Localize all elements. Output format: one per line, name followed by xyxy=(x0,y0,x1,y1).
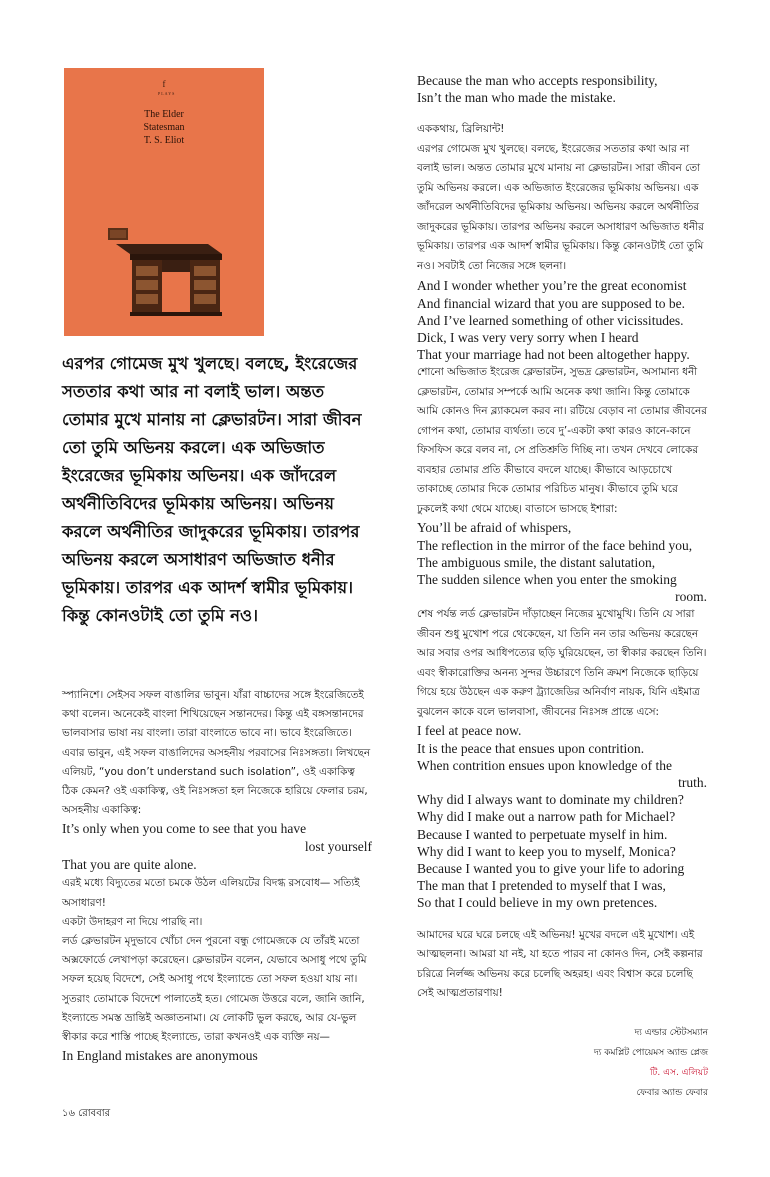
book-credits xyxy=(448,1023,708,1103)
poem-line: The sudden silence when you enter the smoking xyxy=(417,572,677,588)
left-column xyxy=(62,686,372,1065)
credit-collection: দ্য কমপ্লিট পোয়েমস অ্যান্ড প্লেজ xyxy=(594,1048,708,1058)
paragraph: এরপর গোমেজ মুখ খুলছে। বলছে, ইংরেজের সততার কথা আর না বলাই ভাল। অন্তত তোমার মুখে মানায় না ক্লেভারটন। সারা জীবন তো তুমি অভিনয় করলে। এক অভিজাত ইংরেজের ভূমিকায় অভিনয়। এক জাঁদরেল অর্থনীতিবিদের ভূমিকায় অভিনয়। অভিনয় করলে অর্থনীতির জাদুকরের ভূমিকায়। তারপর অভিনয় করলে অসাধারণ অভিজাত ধনীর ভূমিকায়। তারপর এক আদর্শ স্বামীর ভূমিকায়। কিন্তু কোনওটাই তো তুমি নও। সবটাই তো নিজের সঙ্গে ছলনা। xyxy=(417,142,704,272)
paragraph: শেষ পর্যন্ত লর্ড ক্লেভারটন দাঁড়াচ্ছেন নিজের মুখোমুখি। তিনি যে সারা জীবন শুধু মুখোশ পরে থেকেছেন, যা তিনি নন তার অভিনয় করেছেন আর সবার ওপর আধিপত্যের ছড়ি ঘুরিয়েছেন, তা স্বীকার করছেন তিনি। এবং স্বীকারোক্তির অনন্য সুন্দর উচ্চারণে তিনি ক্রমশ নিজেকে ছাড়িয়ে গিয়ে হয়ে উঠছেন এক করুণ ট্র্যাজেডির অনির্বাণ নায়ক, যিনি এইমাত্র বুঝলেন কাকে বলে ভালবাসা, জীবনের নিঃসঙ্গ প্রান্তে এসে: xyxy=(417,608,707,718)
poem-excerpt-5 xyxy=(417,791,707,911)
poem-line: And I’ve learned something of other vicissitudes. xyxy=(417,312,684,328)
poem-line-end: truth. xyxy=(678,775,707,791)
poem-line: It is the peace that ensues upon contrition. xyxy=(417,740,645,756)
poem-line: In England mistakes are anonymous xyxy=(62,1048,258,1064)
poem-excerpt-left-1 xyxy=(62,820,372,874)
poem-line: And financial wizard that you are supposed to be. xyxy=(417,295,686,311)
poem-line: Because I wanted to perpetuate myself in him. xyxy=(417,826,668,842)
cover-title-line1: The Elder xyxy=(144,109,184,120)
poem-line: When contrition ensues upon knowledge of the xyxy=(417,757,672,773)
paragraph: একটা উদাহরণ না দিয়ে পারছি না। xyxy=(62,915,203,928)
poem-line: The man that I pretended to myself that I was, xyxy=(417,878,666,894)
poem-line: It’s only when you come to see that you have xyxy=(62,821,307,837)
poem-excerpt-4 xyxy=(417,722,707,791)
desk-illustration xyxy=(102,220,226,320)
right-column xyxy=(417,72,707,1004)
credit-author: টি. এস. এলিয়ট xyxy=(649,1068,708,1078)
poem-line: That your marriage had not been altogether happy. xyxy=(417,347,690,363)
poem-line: Dick, I was very very sorry when I heard xyxy=(417,330,639,346)
poem-line: Because I wanted you to give your life to adoring xyxy=(417,861,685,877)
paragraph: এরই মধ্যে বিদ্যুতের মতো চমকে উঠল এলিয়টের বিদগ্ধ রসবোধ— সত্যিই অসাধারণ! xyxy=(62,877,360,909)
poem-line: Why did I always want to dominate my children? xyxy=(417,792,684,808)
poem-line: You’ll be afraid of whispers, xyxy=(417,520,572,536)
poem-excerpt-left-2 xyxy=(62,1047,372,1065)
poem-line: And I wonder whether you’re the great economist xyxy=(417,278,687,294)
page-folio: ১৬ রোববার xyxy=(62,1108,111,1119)
cover-author: T. S. Eliot xyxy=(143,135,185,146)
poem-line: That you are quite alone. xyxy=(62,857,197,873)
poem-line: Isn’t the man who made the mistake. xyxy=(417,90,616,106)
poem-line: Why did I make out a narrow path for Michael? xyxy=(417,809,676,825)
cover-title-line2: Statesman xyxy=(143,122,185,133)
poem-line: Because the man who accepts responsibility, xyxy=(417,73,658,88)
poem-line: Why did I want to keep you to myself, Monica? xyxy=(417,843,676,859)
paragraph: শোনো অভিজাত ইংরেজ ক্লেভারটন, সুভদ্র ক্লেভারটন, অসামান্য ধনী ক্লেভারটন, তোমার সম্পর্কে আমি অনেক কথা জানি। কিন্তু তোমাকে আমি কোনও দিন ব্ল্যাকমেল করব না। রটিয়ে বেড়াব না তোমার জীবনের গোপন কথা, তোমার ব্যর্থতা। তবে দু’-একটা কথা কারও কানে-কানে ফিসফিস করে বলব না, সে প্রতিশ্রুতি দিচ্ছি না। তখন দেখবে লোকের ব্যবহার তোমার প্রতি কীভাবে বদলে যাচ্ছে। কীভাবে আড়চোখে তাকাচ্ছে তোমার দিকে তোমার পরিচিত মানুষ। কীভাবে তুমি ঘরে ঢুকলেই কথা থেমে যাচ্ছে। বাতাসে ভাসছে ইশারা: xyxy=(417,366,707,515)
pull-quote: এরপর গোমেজ মুখ খুলছে। বলছে, ইংরেজের সততার কথা আর না বলাই ভাল। অন্তত তোমার মুখে মানায় না ক্লেভারটন। সারা জীবন তো তুমি অভিনয় করলে। এক অভিজাত ইংরেজের ভূমিকায় অভিনয়। এক জাঁদরেল অর্থনীতিবিদের ভূমিকায় অভিনয়। অভিনয় করলে অর্থনীতির জাদুকরের ভূমিকায়। তারপর অভিনয় করলে অসাধারণ অভিজাত ধনীর ভূমিকায়। তারপর এক আদর্শ স্বামীর ভূমিকায়। কিন্তু কোনওটাই তো তুমি নও। xyxy=(62,354,362,625)
poem-line-end: room. xyxy=(675,589,707,605)
paragraph-lead: এককথায়, ব্রিলিয়ান্ট! xyxy=(417,123,505,136)
publisher-logo xyxy=(158,79,176,98)
credit-title: দ্য এল্ডার স্টেটসম্যান xyxy=(634,1028,708,1038)
poem-line: The ambiguous smile, the distant salutation, xyxy=(417,554,656,570)
poem-line: I feel at peace now. xyxy=(417,723,522,739)
cover-title-block xyxy=(64,108,264,147)
paragraph: স্প্যানিশে। সেইসব সফল বাঙালির ভাবুন। যাঁরা বাচ্চাদের সঙ্গে ইংরেজিতেই কথা বলেন। অনেকেই বাংলা শিখিয়েছেন সন্তানদের। কিন্তু এই বঙ্গসন্তানদের ভালবাসার ভাষা নয় বাংলা। তারা বাংলাতে ভাবে না। ভাবে ইংরেজিতে। এবার ভাবুন, এই সফল বাঙালিদের অসহনীয় পরবাসের নিঃসঙ্গতা। লিখছেন এলিয়ট, “you don’t understand such isolation”, ওই একাকিত্ব ঠিক কেমন? ওই একাকিত্ব, ওই নিঃসঙ্গতা হল নিজেকে হারিয়ে ফেলার চরম, অসহনীয় একাকিত্ব: xyxy=(62,689,371,817)
poem-excerpt-2 xyxy=(417,277,707,363)
poem-line: So that I could believe in my own pretences. xyxy=(417,895,658,911)
poem-excerpt-1 xyxy=(417,72,707,106)
paragraph: আমাদের ঘরে ঘরে চলছে এই অভিনয়! মুখের বদলে এই মুখোশ। এই আত্মছলনা। আমরা যা নই, যা হতে পারব না কোনও দিন, সেই কল্পনার চরিত্রে নির্লজ্জ অভিনয় করে চলেছি অহরহ। এবং বিশ্বাস করে চলেছি সেই আত্মপ্রতারণায়! xyxy=(417,928,703,1000)
poem-line-end: lost yourself xyxy=(304,839,372,855)
publisher-small-label: PLAYS xyxy=(158,91,176,96)
paragraph: লর্ড ক্লেভারটন মৃদুভাবে খোঁচা দেন পুরনো বন্ধু গোমেজকে যে তাঁরই মতো অক্সফোর্ডে লেখাপড়া করেছেন। ক্লেভারটন বলেন, যেভাবে অসাধু পথে তুমি সফল হয়েছ বিদেশে, সেই অসাধু পথে ইংল্যান্ডে তো সফল হওয়া যায় না। সুতরাং তোমাকে বিদেশে পালাতেই হত। গোমেজ উত্তরে বলে, জানি জানি, ইংল্যান্ডে সমস্ত ভ্রান্তিই অজ্ঞাতনামা। যে লোকটি ভুল করছে, আর যে-ভুল স্বীকার করে শাস্তি পাচ্ছে ইংল্যান্ডে, তারা কখনওই এক ব্যক্তি নয়— xyxy=(62,935,367,1044)
book-cover xyxy=(64,68,264,336)
poem-line: The reflection in the mirror of the face behind you, xyxy=(417,537,693,553)
credit-publisher: ফেবার অ্যান্ড ফেবার xyxy=(636,1088,708,1098)
publisher-mark: f xyxy=(162,79,166,89)
poem-excerpt-3 xyxy=(417,519,707,605)
